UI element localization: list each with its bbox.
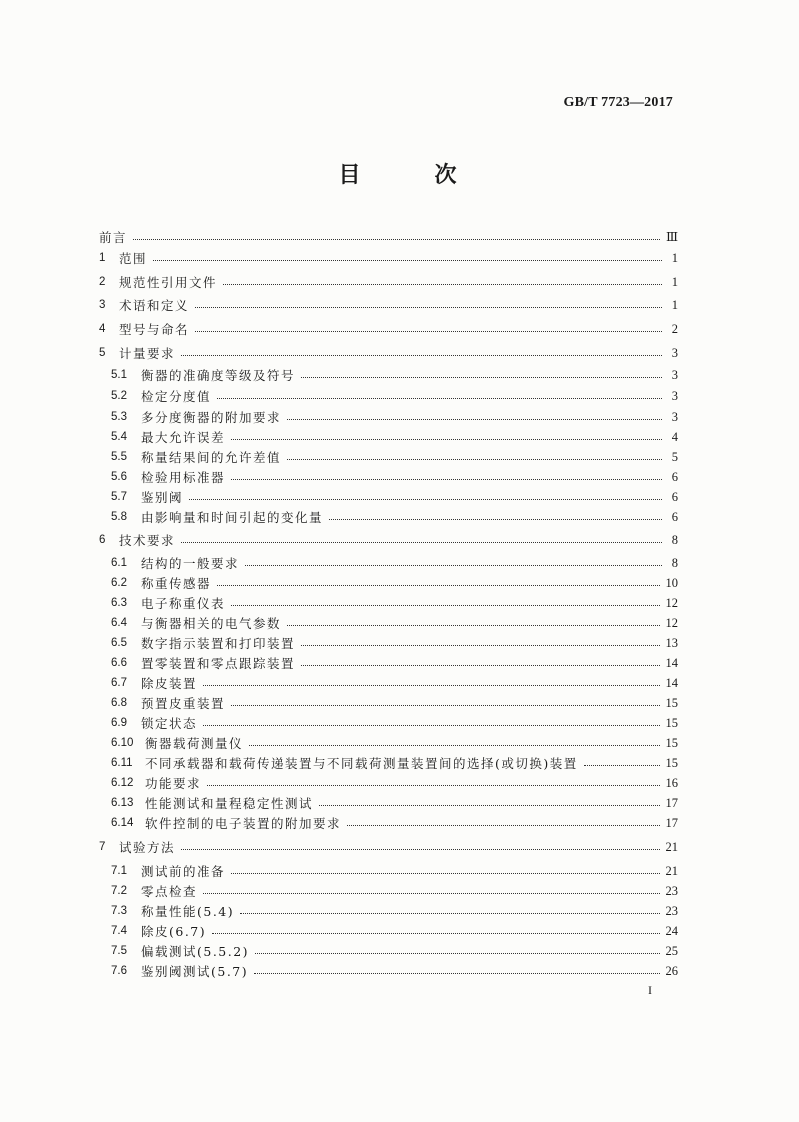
toc-entry-number: 6: [99, 534, 106, 546]
toc-entry-number: 7.5: [111, 945, 127, 957]
toc-entry[interactable]: [111, 813, 678, 833]
toc-entry-number: 5.1: [111, 369, 127, 381]
toc-entry-number: 6.9: [111, 717, 127, 729]
toc-entry-number: 5: [99, 347, 106, 359]
toc-entry[interactable]: [111, 447, 678, 467]
toc-entry-label: 由影响量和时间引起的变化量: [141, 510, 324, 525]
toc-entry[interactable]: [111, 961, 678, 981]
toc-entry-label: 鉴别阈测试(5.7): [141, 964, 249, 979]
toc-entry-number: 7.6: [111, 965, 127, 977]
toc-dot-leader: [217, 585, 659, 586]
toc-entry-page: 14: [665, 675, 678, 690]
toc-dot-leader: [195, 331, 662, 332]
toc-entry-label: 鉴别阈: [141, 490, 184, 505]
toc-entry-number: 7.2: [111, 885, 127, 897]
toc-dot-leader: [203, 893, 659, 894]
toc-dot-leader: [584, 765, 660, 766]
toc-entry-number: 5.2: [111, 390, 127, 402]
toc-dot-leader: [347, 825, 659, 826]
toc-dot-leader: [287, 419, 662, 420]
toc-entry-number: 6.7: [111, 677, 127, 689]
toc-dot-leader: [255, 953, 659, 954]
toc-dot-leader: [287, 625, 659, 626]
toc-entry-page: 6: [671, 509, 678, 524]
toc-entry-page: 8: [671, 532, 678, 547]
toc-entry-page: 5: [671, 449, 678, 464]
toc-entry-page: 23: [665, 883, 678, 898]
toc-entry-label: 衡器的准确度等级及符号: [141, 368, 296, 383]
toc-entry-page: 25: [665, 943, 678, 958]
toc-entry[interactable]: [111, 921, 678, 941]
toc-entry-page: 4: [671, 429, 678, 444]
toc-entry-label: 试验方法: [119, 840, 176, 855]
toc-entry-number: 7.3: [111, 905, 127, 917]
toc-entry-label: 结构的一般要求: [141, 556, 240, 571]
toc-entry-page: 12: [665, 615, 678, 630]
toc-entry[interactable]: [111, 693, 678, 713]
toc-entry-number: 6.10: [111, 737, 134, 749]
toc-dot-leader: [153, 260, 662, 261]
toc-dot-leader: [231, 605, 659, 606]
toc-entry-number: 6.8: [111, 697, 127, 709]
toc-entry-label: 电子称重仪表: [141, 596, 226, 611]
toc-entry-label: 锁定状态: [141, 716, 198, 731]
toc-entry[interactable]: [111, 793, 678, 813]
toc-entry-label: 规范性引用文件: [119, 275, 218, 290]
toc-entry[interactable]: [99, 227, 678, 247]
toc-entry-label: 计量要求: [119, 346, 176, 361]
toc-dot-leader: [301, 645, 659, 646]
toc-entry-page: 6: [671, 489, 678, 504]
toc-dot-leader: [203, 725, 659, 726]
toc-entry[interactable]: [99, 343, 678, 363]
toc-entry-number: 5.5: [111, 451, 127, 463]
toc-entry[interactable]: [111, 673, 678, 693]
toc-entry-label: 称量结果间的允许差值: [141, 450, 282, 465]
toc-entry[interactable]: [111, 773, 678, 793]
toc-entry[interactable]: [111, 613, 678, 633]
toc-entry-number: 5.6: [111, 471, 127, 483]
toc-entry[interactable]: [111, 941, 678, 961]
toc-dot-leader: [195, 307, 662, 308]
toc-entry[interactable]: [99, 248, 678, 268]
toc-entry[interactable]: [99, 295, 678, 315]
toc-entry-number: 6.12: [111, 777, 134, 789]
toc-entry[interactable]: [99, 837, 678, 857]
toc-dot-leader: [319, 805, 659, 806]
toc-dot-leader: [329, 519, 662, 520]
toc-dot-leader: [254, 973, 659, 974]
toc-entry-label: 检定分度值: [141, 389, 212, 404]
toc-entry[interactable]: [111, 365, 678, 385]
toc-entry-page: 6: [671, 469, 678, 484]
toc-entry[interactable]: [111, 573, 678, 593]
toc-dot-leader: [301, 377, 662, 378]
toc-entry-label: 检验用标准器: [141, 470, 226, 485]
toc-entry[interactable]: [111, 713, 678, 733]
toc-entry[interactable]: [99, 272, 678, 292]
toc-entry-page: 8: [671, 555, 678, 570]
toc-entry-page: 10: [665, 575, 678, 590]
toc-dot-leader: [301, 665, 659, 666]
toc-entry[interactable]: [111, 487, 678, 507]
toc-entry-label: 范围: [119, 251, 148, 266]
toc-entry[interactable]: [111, 653, 678, 673]
toc-entry-number: 6.13: [111, 797, 134, 809]
toc-entry-number: 7.4: [111, 925, 127, 937]
toc-entry-number: 5.4: [111, 431, 127, 443]
toc-entry-label: 最大允许误差: [141, 430, 226, 445]
toc-entry-label: 前言: [99, 230, 128, 245]
toc-entry[interactable]: [111, 467, 678, 487]
toc-dot-leader: [231, 439, 662, 440]
toc-entry-page: 1: [671, 274, 678, 289]
toc-entry-label: 测试前的准备: [141, 864, 226, 879]
toc-entry-label: 置零装置和零点跟踪装置: [141, 656, 296, 671]
toc-entry-label: 偏载测试(5.5.2): [141, 944, 250, 959]
toc-entry-number: 5.7: [111, 491, 127, 503]
toc-dot-leader: [212, 933, 659, 934]
toc-entry-label: 除皮(6.7): [141, 924, 207, 939]
toc-entry-number: 6.11: [111, 757, 133, 769]
toc-dot-leader: [181, 355, 662, 356]
toc-entry-page: 3: [671, 388, 678, 403]
toc-dot-leader: [231, 705, 659, 706]
toc-entry-page: 16: [665, 775, 678, 790]
toc-entry-page: 13: [665, 635, 678, 650]
toc-entry-number: 3: [99, 299, 106, 311]
toc-dot-leader: [189, 499, 662, 500]
toc-entry-number: 6.2: [111, 577, 127, 589]
toc-entry-number: 6.5: [111, 637, 127, 649]
toc-entry[interactable]: [99, 530, 678, 550]
toc-entry[interactable]: [111, 861, 678, 881]
toc-title: 目 次: [338, 162, 483, 188]
toc-entry-page: 15: [665, 755, 678, 770]
toc-dot-leader: [217, 398, 662, 399]
toc-entry-page: 3: [671, 345, 678, 360]
toc-entry-label: 型号与命名: [119, 322, 190, 337]
toc-entry-number: 6.14: [111, 817, 134, 829]
toc-entry[interactable]: [111, 633, 678, 653]
toc-entry-number: 5.8: [111, 511, 127, 523]
toc-entry-page: 21: [665, 839, 678, 854]
toc-entry[interactable]: [111, 593, 678, 613]
toc-entry-page: 24: [665, 923, 678, 938]
toc-entry-number: 7: [99, 841, 106, 853]
toc-entry-label: 术语和定义: [119, 298, 190, 313]
toc-entry-page: 17: [665, 815, 678, 830]
toc-entry-label: 衡器载荷测量仪: [145, 736, 244, 751]
toc-entry[interactable]: [111, 753, 678, 773]
toc-dot-leader: [231, 479, 662, 480]
toc-entry-label: 功能要求: [145, 776, 202, 791]
toc-entry-label: 称量性能(5.4): [141, 904, 235, 919]
toc-entry[interactable]: [111, 733, 678, 753]
toc-entry-label: 技术要求: [119, 533, 176, 548]
toc-entry-number: 6.6: [111, 657, 127, 669]
toc-entry-number: 1: [99, 252, 106, 264]
toc-entry[interactable]: [111, 507, 678, 527]
toc-entry-number: 7.1: [111, 865, 127, 877]
toc-dot-leader: [223, 284, 662, 285]
toc-dot-leader: [181, 849, 659, 850]
toc-entry-page: 23: [665, 903, 678, 918]
toc-entry-page: 21: [665, 863, 678, 878]
toc-dot-leader: [231, 873, 659, 874]
standard-code: GB/T 7723—2017: [563, 95, 673, 110]
toc-entry-page: 14: [665, 655, 678, 670]
toc-entry-label: 性能测试和量程稳定性测试: [145, 796, 314, 811]
toc-entry-page: Ⅲ: [665, 230, 678, 244]
toc-entry-page: 15: [665, 695, 678, 710]
toc-entry[interactable]: [111, 901, 678, 921]
page-number: I: [648, 983, 652, 997]
toc-entry-page: 3: [671, 367, 678, 382]
toc-dot-leader: [287, 459, 662, 460]
toc-dot-leader: [249, 745, 659, 746]
toc-dot-leader: [240, 913, 659, 914]
toc-entry-number: 6.3: [111, 597, 127, 609]
toc-dot-leader: [203, 685, 659, 686]
toc-entry-page: 2: [671, 321, 678, 336]
toc-entry-label: 不同承载器和载荷传递装置与不同载荷测量装置间的选择(或切换)装置: [145, 756, 578, 771]
toc-entry-label: 称重传感器: [141, 576, 212, 591]
toc-dot-leader: [245, 565, 662, 566]
toc-entry-page: 26: [665, 963, 678, 978]
toc-entry-label: 零点检查: [141, 884, 198, 899]
toc-entry-number: 6.4: [111, 617, 127, 629]
toc-entry-page: 15: [665, 735, 678, 750]
toc-entry-label: 数字指示装置和打印装置: [141, 636, 296, 651]
toc-dot-leader: [207, 785, 659, 786]
toc-entry[interactable]: [111, 407, 678, 427]
toc-entry[interactable]: [111, 881, 678, 901]
toc-entry[interactable]: [111, 553, 678, 573]
toc-entry-label: 与衡器相关的电气参数: [141, 616, 282, 631]
toc-entry[interactable]: [111, 427, 678, 447]
toc-entry-label: 多分度衡器的附加要求: [141, 410, 282, 425]
toc-entry-page: 12: [665, 595, 678, 610]
toc-dot-leader: [133, 239, 660, 240]
toc-entry[interactable]: [111, 386, 678, 406]
toc-dot-leader: [181, 542, 662, 543]
toc-entry-number: 6.1: [111, 557, 127, 569]
toc-entry-label: 除皮装置: [141, 676, 198, 691]
toc-entry-label: 预置皮重装置: [141, 696, 226, 711]
toc-entry-page: 3: [671, 409, 678, 424]
toc-entry-number: 4: [99, 323, 106, 335]
toc-entry-label: 软件控制的电子装置的附加要求: [145, 816, 342, 831]
toc-entry-page: 17: [665, 795, 678, 810]
toc-entry[interactable]: [99, 319, 678, 339]
toc-entry-page: 15: [665, 715, 678, 730]
toc-entry-number: 5.3: [111, 411, 127, 423]
toc-entry-page: 1: [671, 297, 678, 312]
toc-entry-page: 1: [671, 250, 678, 265]
toc-entry-number: 2: [99, 276, 106, 288]
